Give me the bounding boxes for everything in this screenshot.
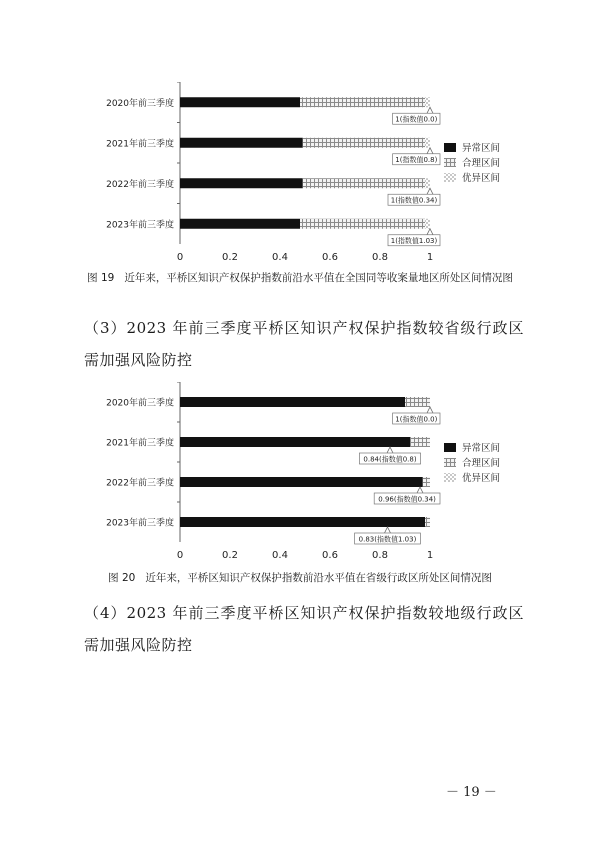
legend-swatch (444, 443, 456, 452)
bar-segment (180, 219, 300, 229)
figure-20-title: 近年来，平桥区知识产权保护指数前沿水平值在省级行政区所处区间情况图 (145, 572, 492, 584)
annotation-pointer (427, 188, 433, 194)
annotation-label: 1(指数值0.0) (395, 115, 438, 124)
annotation-pointer (427, 229, 433, 235)
x-tick-label: 0.4 (272, 550, 288, 560)
bar-segment (423, 477, 431, 487)
legend-swatch (444, 158, 456, 167)
bar-segment (425, 517, 430, 527)
bar-segment (410, 437, 430, 447)
annotation-label: 1(指数值0.8) (395, 156, 438, 165)
annotation-label: 0.84(指数值0.8) (363, 455, 417, 464)
category-label: 2023年前三季度 (106, 518, 174, 529)
x-tick-label: 0.6 (322, 252, 338, 262)
bar-segment (180, 477, 423, 487)
legend-swatch (444, 143, 456, 152)
category-label: 2020年前三季度 (106, 98, 174, 109)
bar-segment (425, 219, 430, 229)
x-tick-label: 1 (426, 252, 434, 262)
annotation-pointer (427, 407, 433, 413)
annotation-pointer (427, 107, 433, 113)
x-tick-label: 0.8 (372, 550, 388, 560)
figure-19-caption (80, 270, 520, 286)
x-tick-label: 0 (176, 252, 184, 262)
bar-segment (180, 437, 410, 447)
annotation-label: 1(指数值0.0) (395, 415, 438, 424)
annotation-pointer (427, 148, 433, 154)
x-tick-label: 0 (176, 550, 184, 560)
figure-19-title: 近年来，平桥区知识产权保护指数前沿水平值在全国同等收案量地区所处区间情况图 (124, 272, 513, 284)
bar-segment (180, 178, 303, 188)
annotation-label: 1(指数值0.34) (390, 196, 438, 205)
annotation-pointer (387, 447, 393, 453)
bar-segment (405, 397, 430, 407)
figure-20-caption (80, 570, 520, 586)
category-label: 2021年前三季度 (106, 438, 174, 449)
bar-segment (180, 397, 405, 407)
legend-swatch (444, 173, 456, 182)
annotation-pointer (417, 487, 423, 493)
annotation-label: 0.83(指数值1.03) (358, 535, 417, 544)
figure-20-chart (90, 382, 530, 560)
annotation-label: 1(指数值1.03) (390, 237, 438, 246)
legend-label: 异常区间 (462, 143, 501, 154)
bar-segment (180, 97, 300, 107)
figure-19-number: 图 19 (87, 272, 115, 284)
category-label: 2023年前三季度 (106, 220, 174, 231)
category-label: 2020年前三季度 (106, 398, 174, 409)
figure-19-chart (90, 82, 530, 262)
category-label: 2021年前三季度 (106, 139, 174, 150)
bar-segment (180, 517, 425, 527)
bar-segment (425, 178, 430, 188)
bar-segment (180, 138, 303, 148)
section-heading-3: （3）2023 年前三季度平桥区知识产权保护指数较省级行政区需加强风险防控 (84, 319, 524, 369)
page-number: － 19 － (446, 785, 497, 800)
section-heading-4: （4）2023 年前三季度平桥区知识产权保护指数较地级行政区需加强风险防控 (84, 604, 524, 654)
bar-segment (303, 178, 426, 188)
legend-label: 合理区间 (462, 158, 501, 169)
x-tick-label: 0.8 (372, 252, 388, 262)
legend-label: 优异区间 (462, 173, 501, 184)
legend-label: 优异区间 (462, 473, 501, 484)
bar-segment (303, 138, 426, 148)
annotation-pointer (385, 527, 391, 533)
bar-segment (300, 219, 425, 229)
category-label: 2022年前三季度 (106, 179, 174, 190)
x-tick-label: 0.4 (272, 252, 288, 262)
x-tick-label: 0.6 (322, 550, 338, 560)
legend-swatch (444, 458, 456, 467)
bar-segment (425, 138, 430, 148)
category-label: 2022年前三季度 (106, 478, 174, 489)
figure-20-number: 图 20 (108, 572, 136, 584)
x-tick-label: 0.2 (222, 252, 238, 262)
legend-label: 异常区间 (462, 443, 501, 454)
bar-segment (300, 97, 425, 107)
legend-label: 合理区间 (462, 458, 501, 469)
annotation-label: 0.96(指数值0.34) (378, 495, 436, 504)
bar-segment (425, 97, 430, 107)
legend-swatch (444, 473, 456, 482)
x-tick-label: 0.2 (222, 550, 238, 560)
x-tick-label: 1 (426, 550, 434, 560)
